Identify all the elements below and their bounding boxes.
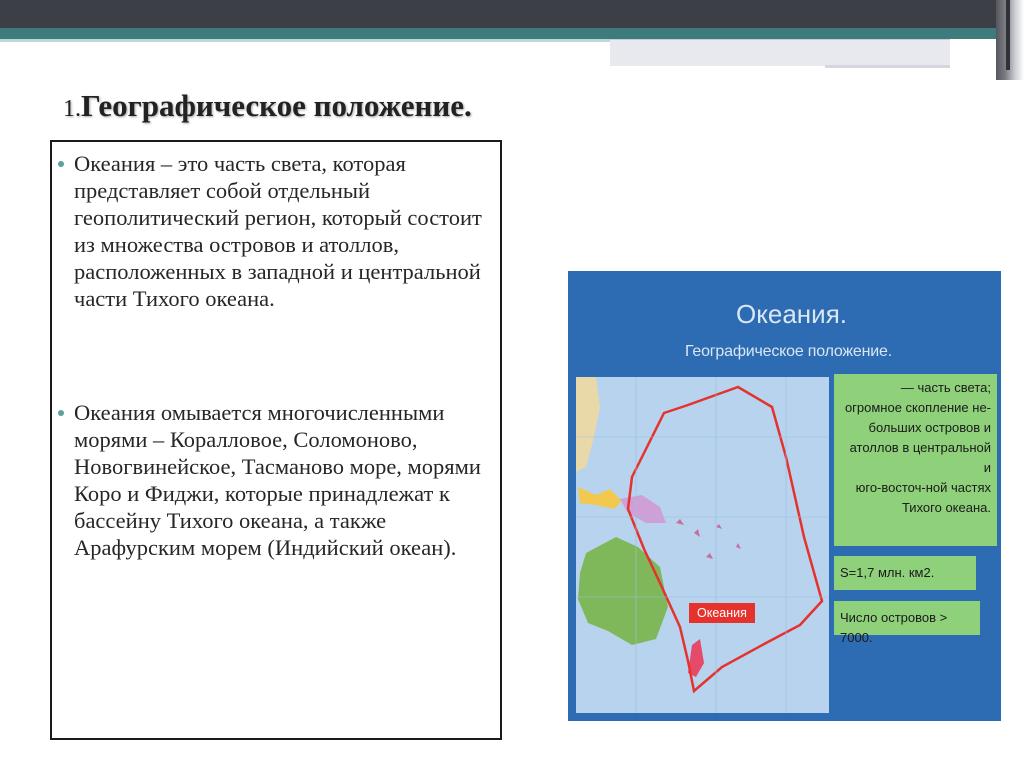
info-line: больших островов и xyxy=(868,420,991,435)
title-number: 1. xyxy=(63,96,81,122)
corner-shadow xyxy=(996,0,1024,80)
australia-landmass xyxy=(578,537,668,645)
accent-stripe xyxy=(0,28,1024,39)
small-islands xyxy=(676,519,741,559)
map-title: Океания. xyxy=(736,299,847,329)
info-line: Тихого океана. xyxy=(901,500,991,515)
map-drawing xyxy=(576,377,829,713)
map-image xyxy=(568,271,1001,721)
accent-stripe-light xyxy=(0,39,610,42)
title-text: Географическое положение. xyxy=(81,88,472,123)
region-outline xyxy=(628,387,822,691)
islands-box: Число островов > 7000. xyxy=(834,601,980,635)
info-line: атоллов в центральной и xyxy=(849,440,991,475)
decorative-box xyxy=(610,39,950,66)
map-subtitle: Географическое положение. xyxy=(685,343,892,360)
region-label: Океания xyxy=(689,603,755,623)
info-line: огромное скопление не- xyxy=(844,400,991,415)
oceania-map xyxy=(576,377,829,713)
slide-title xyxy=(63,88,472,124)
asia-landmass xyxy=(576,377,600,472)
info-line: — часть света; xyxy=(900,380,991,395)
info-line: юго-восточ-ной частях xyxy=(855,480,991,495)
text-box xyxy=(50,140,502,740)
top-decorative-bar xyxy=(0,0,1024,28)
indonesia-islands xyxy=(578,487,622,509)
corner-strip xyxy=(1006,0,1010,70)
decorative-line xyxy=(825,65,950,68)
area-box: S=1,7 млн. км2. xyxy=(834,556,976,590)
info-box xyxy=(834,374,997,546)
bullet-item: Океания – это часть света, которая представляет собой отдельный геополитический регион, который состоит из множества островов и атоллов, расположенных в западной и центральной части Тихого океана. xyxy=(74,150,499,312)
bullet-item: Океания омывается многочисленными морями – Коралловое, Соломоново, Новогвинейское, Тасманово море, морями Коро и Фиджи, которые принадлежат к бассейну Тихого океана, а также Арафурским морем (Индийский океан). xyxy=(74,399,499,561)
